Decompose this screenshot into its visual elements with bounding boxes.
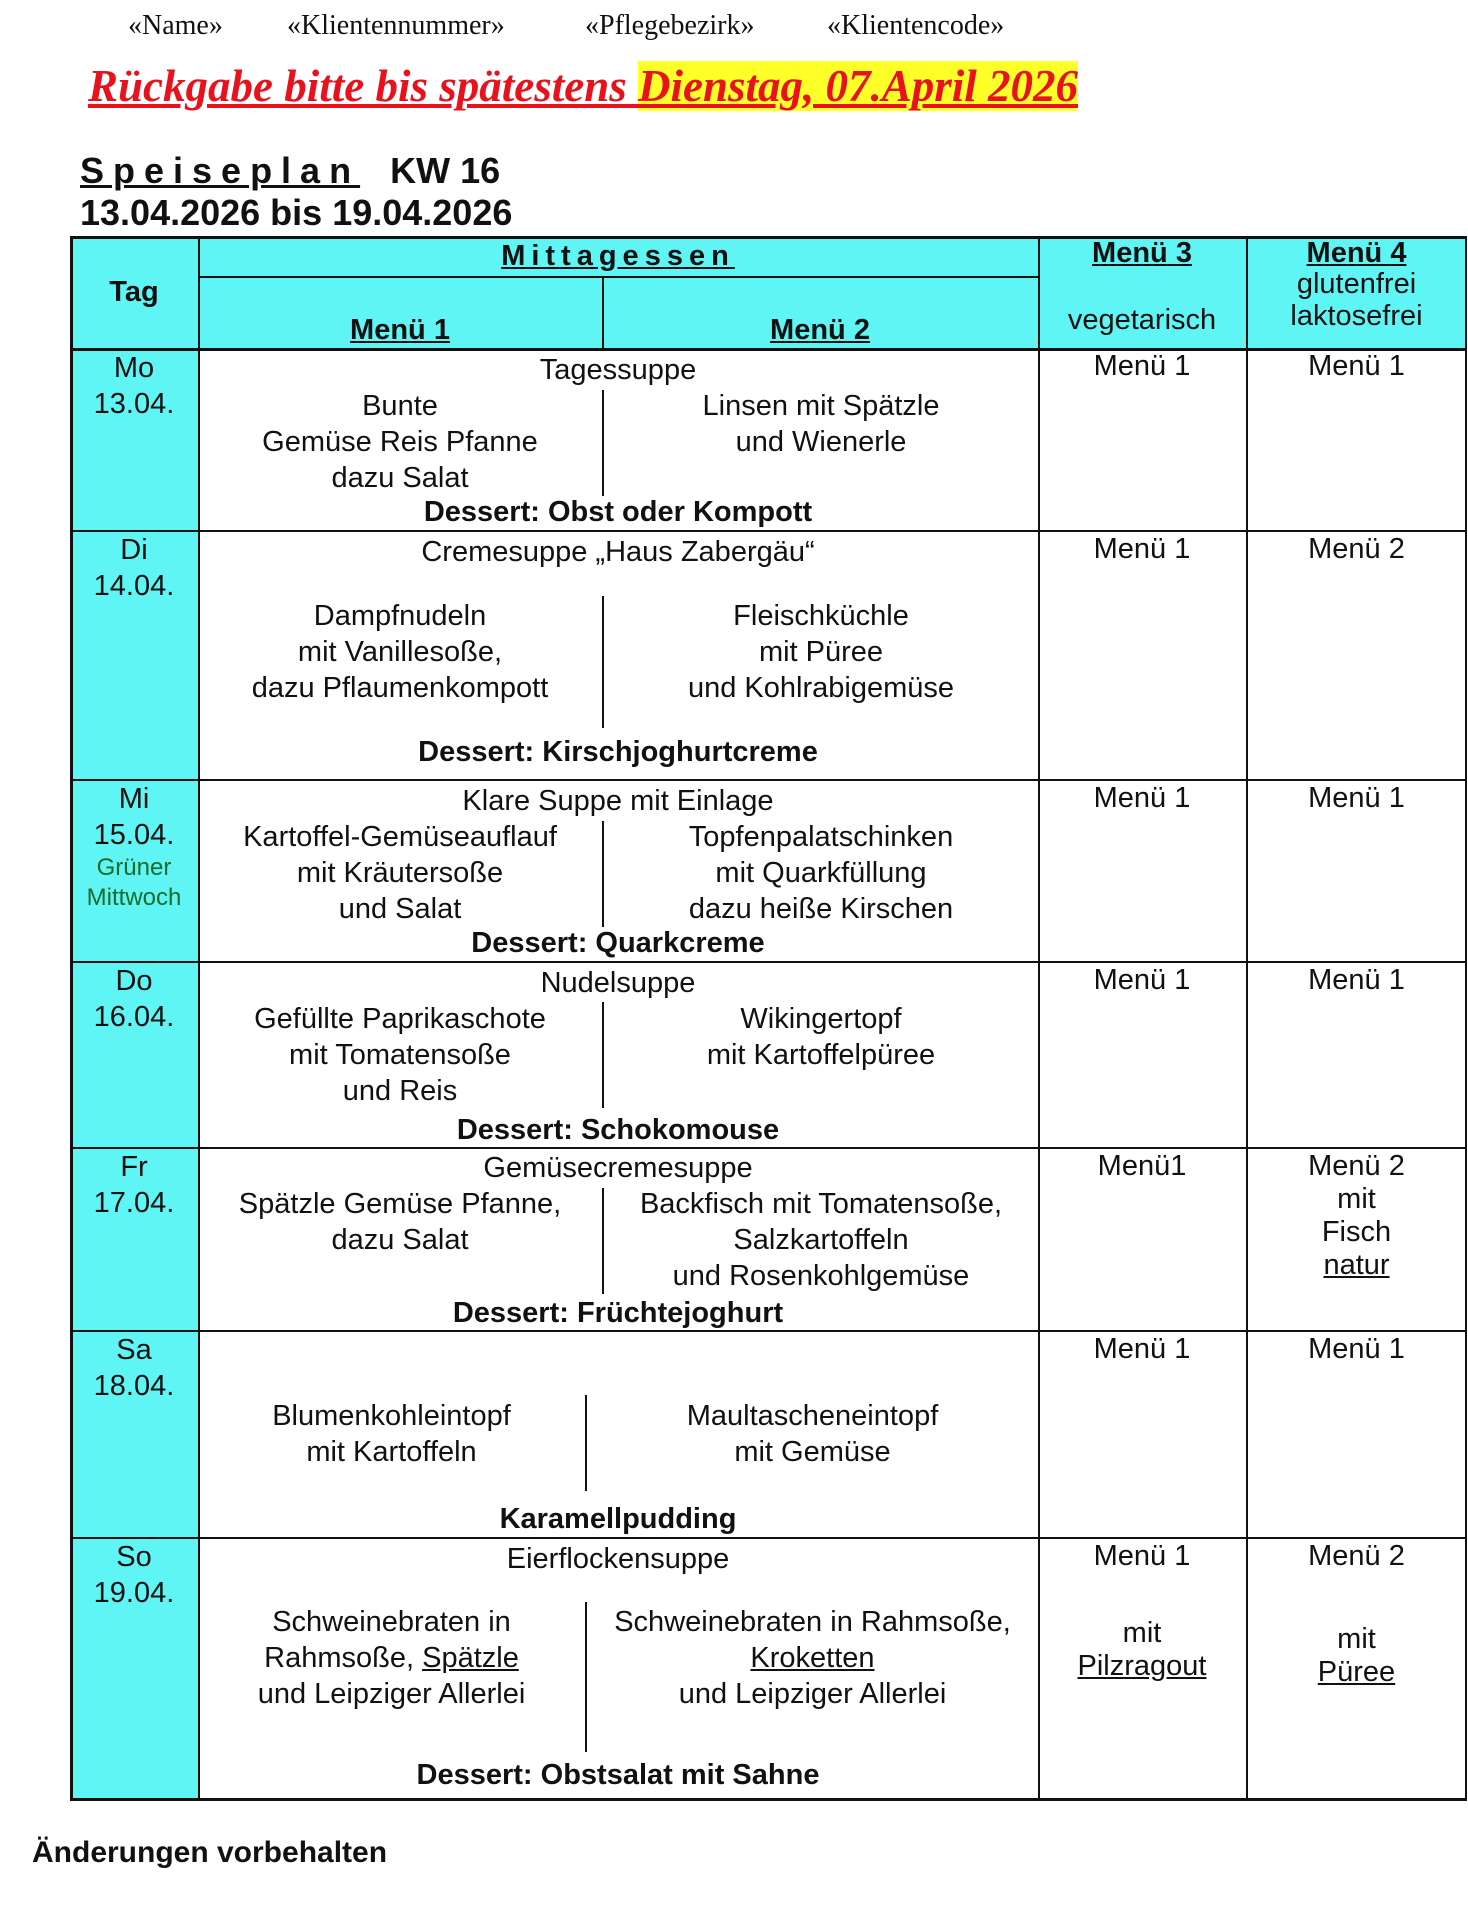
menu3-line: Menü 1 (1093, 350, 1191, 382)
menu2-line: und Leipziger Allerlei (678, 1678, 947, 1710)
day-name: So (116, 1541, 152, 1573)
menu1-line: dazu Salat (331, 1224, 469, 1256)
menu2-line: Backfisch mit Tomatensoße, (639, 1188, 1003, 1220)
field-client-number: «Klientennummer» (287, 10, 505, 41)
day-cell (70, 532, 198, 604)
field-name: «Name» (128, 10, 223, 41)
menu1-line: dazu Pflaumenkompott (251, 672, 549, 704)
menu1-text: Rahmsoße, (264, 1642, 423, 1674)
menu4-line: Menü 1 (1308, 964, 1405, 996)
header-menu4-lactosefree: laktosefrei (1290, 300, 1423, 332)
menu2-line: Fleischküchle (733, 600, 909, 632)
menu1-line: Bunte (362, 390, 438, 422)
field-care-district: «Pflegebezirk» (585, 10, 755, 41)
menu3-line: Menü1 (1097, 1150, 1187, 1182)
menu4-line: Menü 2 (1308, 533, 1405, 565)
header-menu1: Menü 1 (350, 314, 450, 346)
menu2-line: Maultascheneintopf (686, 1400, 939, 1432)
header-mid-line (198, 276, 1038, 278)
menu1-line: Gemüse Reis Pfanne (262, 426, 538, 458)
day-date: 17.04. (93, 1187, 175, 1219)
menu4-choice (1246, 1333, 1467, 1366)
day-name: Di (120, 534, 148, 566)
header-tag: Tag (109, 276, 159, 308)
menu1-line: Dampfnudeln (313, 600, 487, 632)
header-menu3-vegetarian: vegetarisch (1067, 304, 1217, 336)
menu4-choice (1246, 1540, 1467, 1689)
menu4-line: natur (1323, 1249, 1390, 1281)
menu1-dish (198, 1604, 585, 1712)
menu1-line: Kartoffel-Gemüseauflauf (243, 821, 557, 853)
menu2-line: mit Quarkfüllung (715, 857, 927, 889)
day-cell (70, 1149, 198, 1221)
menu3-line: Menü 1 (1093, 782, 1191, 814)
menu3-choice (1038, 1150, 1246, 1183)
menu2-dish (604, 388, 1038, 460)
row-separator (70, 1537, 1467, 1539)
menu2-dish (604, 819, 1038, 927)
field-client-code: «Klientencode» (827, 10, 1005, 41)
menu4-line: Fisch (1321, 1216, 1392, 1248)
menu1-line: mit Vanillesoße, (297, 636, 503, 668)
menu4-choice (1246, 533, 1467, 566)
menu3-line: Menü 1 (1093, 533, 1191, 565)
day-note (70, 853, 198, 913)
dessert: Dessert: Schokomouse (456, 1114, 780, 1146)
menu3-line: Menü 1 (1093, 1540, 1191, 1572)
menu2-line: Wikingertopf (740, 1003, 902, 1035)
menu3-choice (1038, 1333, 1246, 1366)
menu1-dish (198, 819, 602, 927)
soup: Klare Suppe mit Einlage (462, 785, 774, 817)
menu2-line: Salzkartoffeln (733, 1224, 909, 1256)
menu1-line: und Leipziger Allerlei (257, 1678, 526, 1710)
day-name: Fr (120, 1151, 148, 1183)
menu1-line (198, 1640, 585, 1676)
menu1-dish (198, 388, 602, 496)
dessert: Karamellpudding (499, 1503, 737, 1535)
menu2-dish (604, 598, 1038, 706)
header-menu3: Menü 3 (1092, 237, 1192, 269)
menu4-choice (1246, 350, 1467, 383)
menu4-line: Menü 1 (1308, 782, 1405, 814)
menu4-line: Menü 2 (1308, 1540, 1405, 1572)
menu3-choice (1038, 1540, 1246, 1683)
menu1-line: Schweinebraten in (272, 1606, 511, 1638)
return-deadline (88, 60, 1078, 112)
menu2-line: mit Püree (758, 636, 884, 668)
menu1-line: Gefüllte Paprikaschote (254, 1003, 546, 1035)
calendar-week: KW 16 (390, 150, 501, 191)
menu2-line: Schweinebraten in Rahmsoße, (614, 1606, 1011, 1638)
menu1-line: mit Kräutersoße (296, 857, 504, 889)
day-cell (70, 1539, 198, 1611)
deadline-prefix: Rückgabe bitte bis spätestens (88, 61, 638, 111)
menu1-line: und Salat (338, 893, 462, 925)
menu1-line: dazu Salat (331, 462, 469, 494)
soup: Gemüsecremesuppe (483, 1152, 753, 1184)
menu4-choice (1246, 782, 1467, 815)
dessert: Dessert: Quarkcreme (471, 927, 765, 959)
header-menu2: Menü 2 (770, 314, 870, 346)
menu3-choice (1038, 533, 1246, 566)
row-separator (70, 530, 1467, 532)
menu1-line: mit Tomatensoße (289, 1039, 511, 1071)
menu2-line: mit Gemüse (734, 1436, 891, 1468)
menu4-line: mit (1337, 1183, 1376, 1215)
day-name: Mo (113, 352, 155, 384)
menu1-dish (198, 1001, 602, 1109)
menu3-choice (1038, 782, 1246, 815)
menu2-line: und Kohlrabigemüse (687, 672, 954, 704)
menu2-dish (587, 1398, 1038, 1470)
day-date: 19.04. (93, 1577, 175, 1609)
day-cell (70, 1332, 198, 1404)
day-name: Do (115, 965, 153, 997)
menu2-dish (587, 1604, 1038, 1712)
header-menu4-glutenfree: glutenfrei (1296, 268, 1417, 300)
day-date: 13.04. (93, 388, 175, 420)
day-name: Sa (116, 1334, 152, 1366)
soup: Tagessuppe (539, 354, 697, 386)
day-cell (70, 963, 198, 1035)
menu1-line: Blumenkohleintopf (272, 1400, 511, 1432)
day-date: 15.04. (93, 819, 175, 851)
dessert: Dessert: Kirschjoghurtcreme (418, 736, 818, 768)
menu3-line: Menü 1 (1093, 964, 1191, 996)
title-word: Speiseplan (80, 150, 361, 191)
menu2-line: Kroketten (750, 1642, 875, 1674)
menu4-line: Menü 2 (1308, 1150, 1405, 1182)
footer-note: Änderungen vorbehalten (32, 1836, 388, 1869)
menu4-choice (1246, 964, 1467, 997)
menu2-dish (604, 1001, 1038, 1073)
menu2-line: Topfenpalatschinken (688, 821, 954, 853)
menu2-line: dazu heiße Kirschen (688, 893, 954, 925)
day-date: 14.04. (93, 570, 175, 602)
row-separator (70, 961, 1467, 963)
menu4-line: mit (1337, 1623, 1376, 1655)
dessert: Dessert: Obstsalat mit Sahne (416, 1759, 820, 1791)
menu3-choice (1038, 964, 1246, 997)
day-date: 16.04. (93, 1001, 175, 1033)
header-menu4: Menü 4 (1306, 237, 1407, 269)
menu1-dish (198, 1186, 602, 1258)
day-date: 18.04. (93, 1370, 175, 1402)
day-note-word: Grüner (96, 854, 172, 881)
day-note-word: Mittwoch (86, 884, 182, 911)
dessert: Dessert: Früchtejoghurt (452, 1297, 784, 1329)
menu4-line: Menü 1 (1308, 1333, 1405, 1365)
row-separator (70, 1798, 1467, 1801)
soup: Eierflockensuppe (506, 1543, 730, 1575)
date-range: 13.04.2026 bis 19.04.2026 (80, 192, 513, 233)
menu3-choice (1038, 350, 1246, 383)
page-title (80, 150, 500, 192)
menu1-line: und Reis (342, 1075, 458, 1107)
menu1-side-underlined: Spätzle (422, 1642, 519, 1674)
header-mittagessen: Mittagessen (501, 240, 735, 272)
menu2-line: und Rosenkohlgemüse (672, 1260, 970, 1292)
menu4-line: Menü 1 (1308, 350, 1405, 382)
day-cell (70, 350, 198, 422)
menu2-line: und Wienerle (735, 426, 907, 458)
menu2-line: mit Kartoffelpüree (706, 1039, 936, 1071)
menu1-line: mit Kartoffeln (306, 1436, 477, 1468)
menu1-dish (198, 598, 602, 706)
menu4-line: Püree (1317, 1656, 1396, 1688)
day-cell (70, 781, 198, 913)
row-separator (70, 779, 1467, 781)
menu1-line: Spätzle Gemüse Pfanne, (238, 1188, 562, 1220)
menu3-line: Pilzragout (1077, 1650, 1207, 1682)
menu3-line: Menü 1 (1093, 1333, 1191, 1365)
dessert: Dessert: Obst oder Kompott (423, 496, 813, 528)
deadline-date: Dienstag, 07.April 2026 (638, 61, 1079, 111)
menu1-dish (198, 1398, 585, 1470)
menu2-line: Linsen mit Spätzle (702, 390, 940, 422)
menu4-choice (1246, 1150, 1467, 1282)
day-name: Mi (118, 783, 150, 815)
menu3-line: mit (1122, 1617, 1162, 1649)
menu2-dish (604, 1186, 1038, 1294)
soup: Nudelsuppe (540, 967, 696, 999)
soup: Cremesuppe „Haus Zabergäu“ (421, 536, 815, 568)
